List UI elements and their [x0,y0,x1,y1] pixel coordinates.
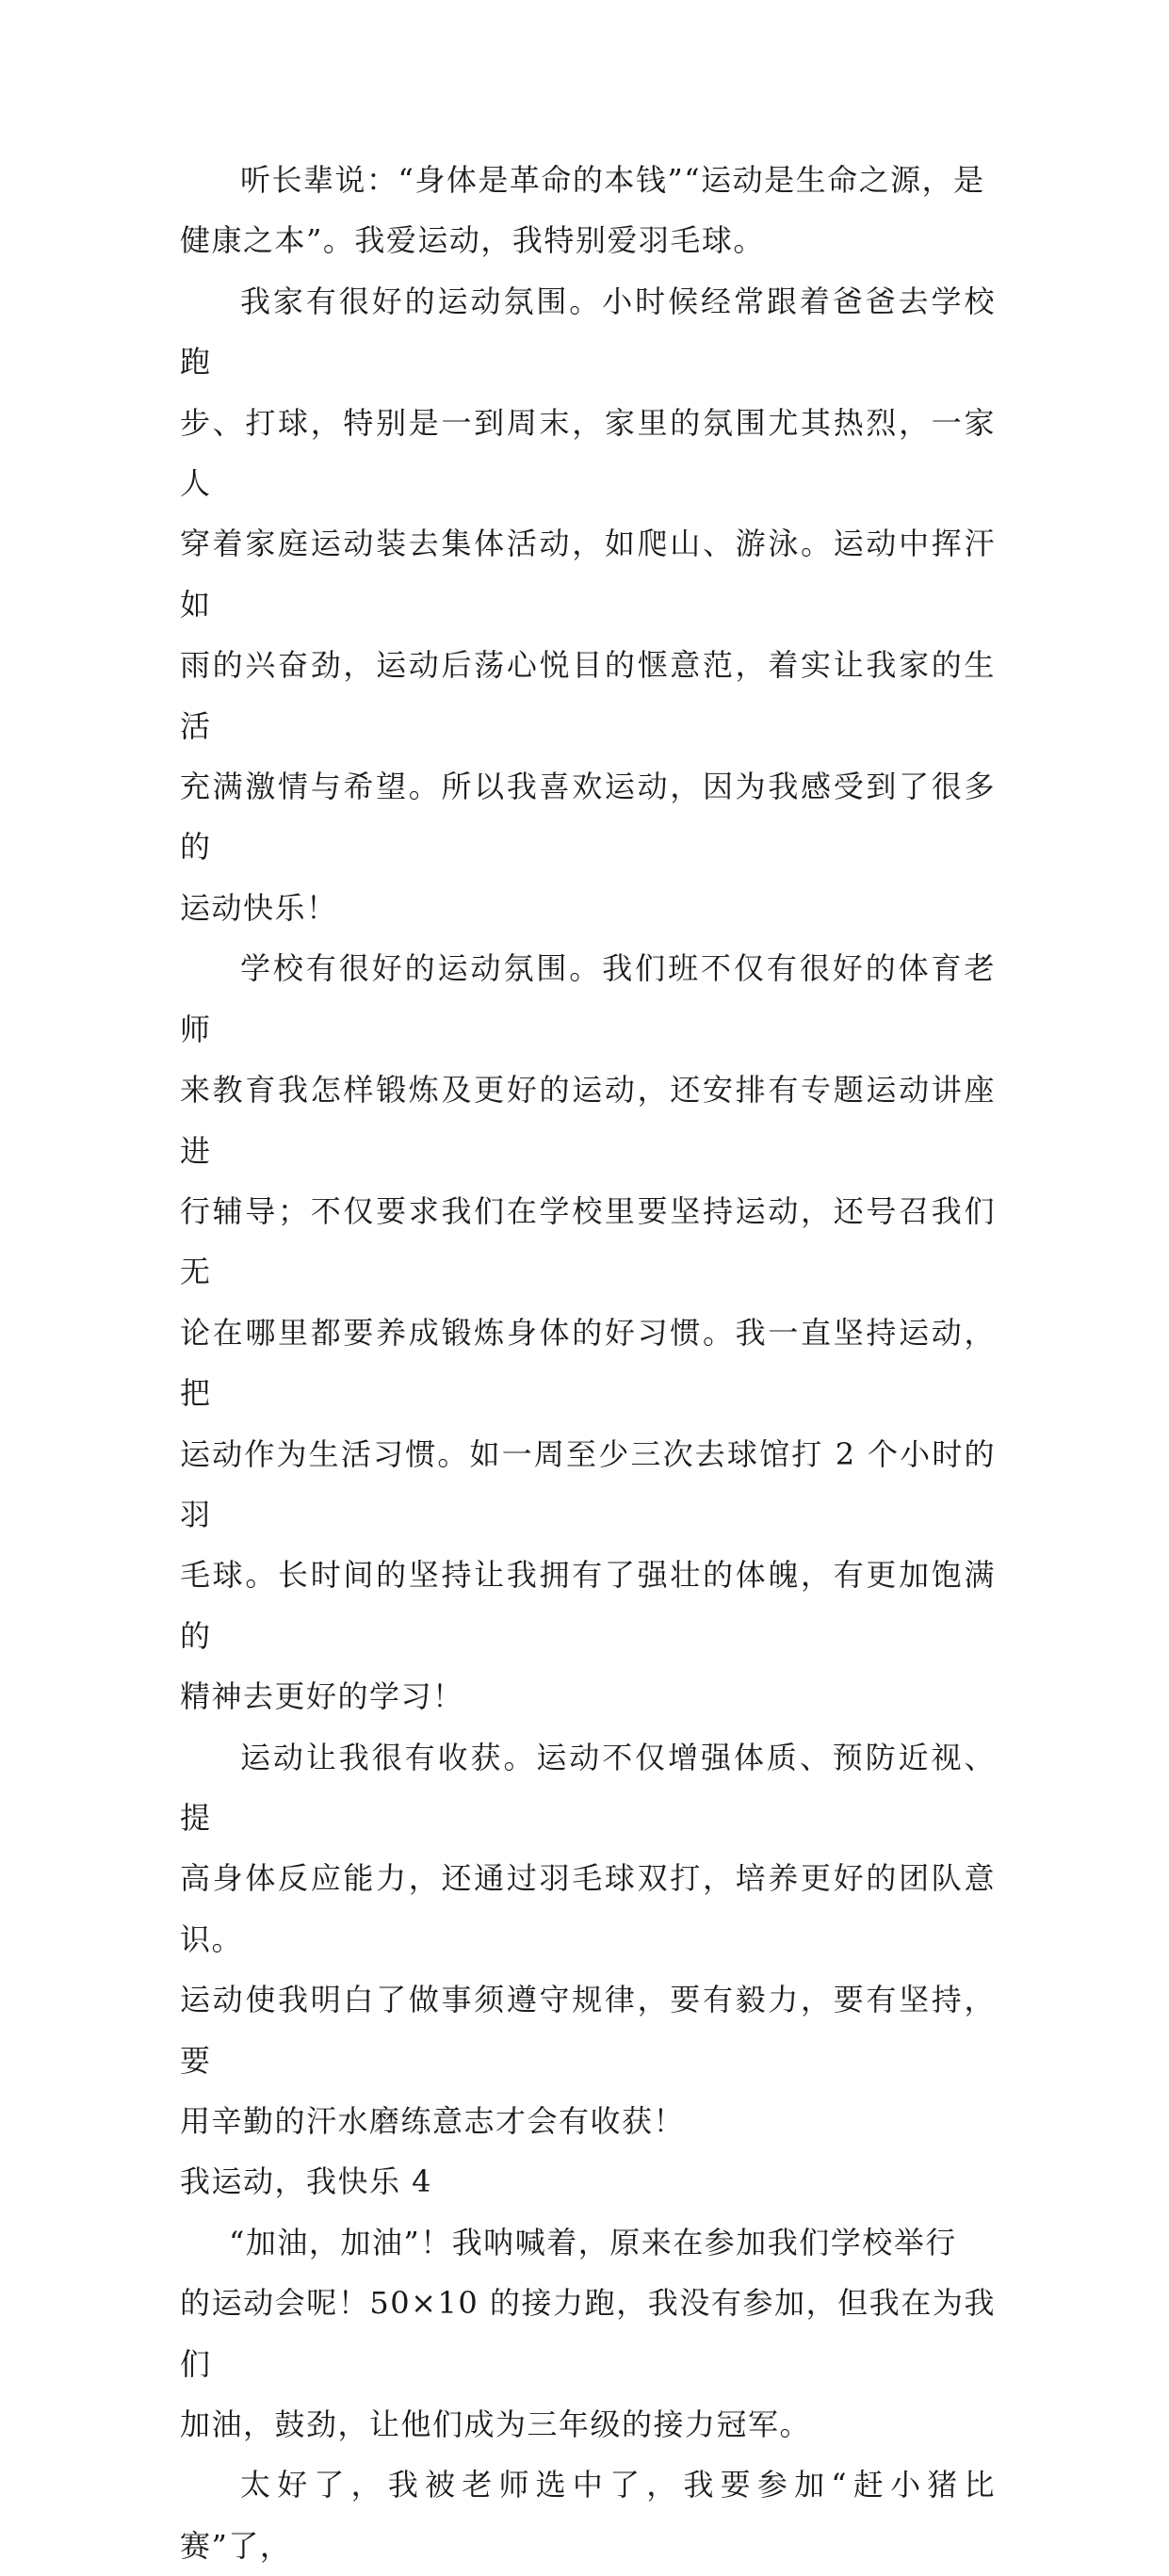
text-line: 步、打球，特别是一到周末，家里的氛围尤其热烈，一家人 [180,404,996,502]
paragraph-6 [180,2454,996,2576]
paragraph-2 [180,271,996,938]
document-body [180,150,996,2576]
text-line: 论在哪里都要养成锻炼身体的好习惯。我一直坚持运动，把 [180,1314,996,1412]
text-line: “加油，加油”！我呐喊着，原来在参加我们学校举行 [229,2224,957,2260]
paragraph-4 [180,1727,996,2152]
text-line: 运动使我明白了做事须遵守规律，要有毅力，要有坚持，要 [180,1982,996,2079]
paragraph-1 [180,150,996,271]
text-line: 精神去更好的学习！ [180,1678,464,1715]
text-line: 雨的兴奋劲，运动后荡心悦目的惬意范，着实让我家的生活 [180,647,996,744]
text-line: 听长辈说：“身体是革命的本钱”“运动是生命之源，是 [240,162,985,198]
text-line: 学校有很好的运动氛围。我们班不仅有很好的体育老师 [180,950,996,1047]
text-line: 充满激情与希望。所以我喜欢运动，因为我感受到了很多的 [180,769,996,866]
text-line: 的运动会呢！50×10 的接力跑，我没有参加，但我在为我们 [180,2285,996,2382]
paragraph-5 [180,2212,996,2455]
text-line: 健康之本”。我爱运动，我特别爱羽毛球。 [180,222,765,259]
section-title: 我运动，我快乐 4 [180,2163,433,2200]
text-line: 运动快乐！ [180,889,338,926]
text-line: 行辅导；不仅要求我们在学校里要坚持运动，还号召我们无 [180,1192,996,1290]
text-line: 运动作为生活习惯。如一周至少三次去球馆打 2 个小时的羽 [180,1435,996,1532]
text-line: 用辛勤的汗水磨练意志才会有收获！ [180,2103,686,2139]
text-line: 加油，鼓劲，让他们成为三年级的接力冠军。 [180,2406,812,2443]
text-line: 高身体反应能力，还通过羽毛球双打，培养更好的团队意识。 [180,1860,996,1957]
paragraph-3 [180,938,996,1726]
text-line: 太好了，我被老师选中了，我要参加“赶小猪比赛”了， [180,2467,996,2564]
text-line: 我家有很好的运动氛围。小时候经常跟着爸爸去学校跑 [180,283,996,381]
text-line: 穿着家庭运动装去集体活动，如爬山、游泳。运动中挥汗如 [180,526,996,623]
text-line: 来教育我怎样锻炼及更好的运动，还安排有专题运动讲座进 [180,1072,996,1169]
text-line: 运动让我很有收获。运动不仅增强体质、预防近视、提 [180,1739,996,1836]
text-line: 毛球。长时间的坚持让我拥有了强壮的体魄，有更加饱满的 [180,1557,996,1654]
